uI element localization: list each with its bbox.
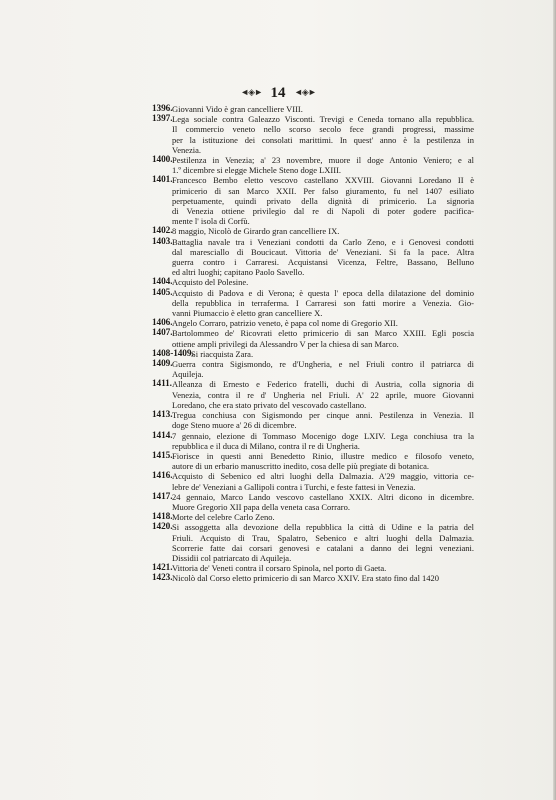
- chronology-entry: [152, 226, 474, 236]
- chronology-entry: [152, 155, 474, 175]
- chronology-entry: [152, 114, 474, 155]
- entry-year: 1401.: [152, 175, 173, 186]
- chronology-list: [152, 104, 474, 584]
- entry-text-line: 24 gennaio, Marco Lando vescovo castellano XXIX. Altri dicono in dicembre.: [172, 491, 474, 502]
- entry-text-line: Alleanza di Ernesto e Federico fratelli, duchi di Austria, colla signoria di: [172, 379, 474, 390]
- entry-text-line: 1.º dicembre si elegge Michele Steno doge LXIII.: [172, 165, 342, 176]
- entry-text-line: mente l' isola di Corfù.: [172, 216, 250, 227]
- entry-text-line: Loredano, che era stato privato del vescovado castellano.: [172, 399, 367, 410]
- chronology-entry: [152, 237, 474, 278]
- entry-text-line: Bartolommeo de' Ricovrati eletto primicerio di san Marco XXIII. Egli poscia: [172, 328, 474, 339]
- chronology-entry: [152, 288, 474, 319]
- page-number: 14: [270, 85, 286, 101]
- entry-text-line: primicerio di san Marco XXII. Per falso giuramento, fu nel 1407 esiliato: [172, 185, 474, 196]
- entry-text-line: della repubblica in terraferma. I Carraresi son fatti morire a Venezia. Gio-: [172, 297, 474, 308]
- chronology-entry: [152, 573, 474, 583]
- entry-year: 1413.: [152, 410, 173, 421]
- entry-text-line: dal maresciallo di Boucicaut. Vittoria de' Veneziani. Si fa la pace. Altra: [172, 246, 474, 257]
- chronology-entry: [152, 104, 474, 114]
- entry-text-line: guerra contro i Carraresi. Acquistansi Vicenza, Feltre, Bassano, Belluno: [172, 257, 474, 268]
- entry-year: 1396.: [152, 104, 173, 114]
- chronology-entry: [152, 359, 474, 379]
- entry-year: 1416.: [152, 471, 173, 482]
- chronology-entry: [152, 277, 474, 287]
- entry-text-line: Si riacquista Zara.: [191, 348, 254, 359]
- chronology-entry: [152, 379, 474, 410]
- entry-year: 1418.: [152, 512, 173, 523]
- chronology-entry: [152, 522, 474, 563]
- entry-text-line: Friuli. Acquisto di Trau, Spalatro, Sebenico e altri luoghi della Dalmazia.: [172, 532, 474, 543]
- entry-year: 1420.: [152, 522, 173, 533]
- entry-text-line: Vittoria de' Veneti contra il corsaro Spinola, nel porto di Gaeta.: [172, 563, 387, 574]
- chronology-entry: [152, 492, 474, 512]
- entry-text-line: Il commercio veneto nello scorso secolo fece grandi progressi, massime: [172, 124, 474, 135]
- entry-year: 1415.: [152, 450, 173, 461]
- chronology-entry: [152, 431, 474, 451]
- entry-text-line: Venezia, contra il re d' Ungheria nel Friuli. A' 22 aprile, muore Giovanni: [172, 389, 474, 400]
- entry-year: 1423.: [152, 573, 173, 584]
- entry-text-line: Aquileja.: [172, 369, 204, 380]
- entry-year: 1421.: [152, 563, 173, 574]
- entry-year: 1406.: [152, 318, 173, 329]
- entry-text-line: Battaglia navale tra i Veneziani condotti da Carlo Zeno, e i Genovesi condotti: [172, 236, 474, 247]
- entry-year: 1400.: [152, 155, 173, 166]
- chronology-entry: [152, 451, 474, 471]
- chronology-entry: [152, 349, 474, 359]
- entry-text-line: Scorrerie fatte dai corsari genovesi e catalani a danno dei legni veneziani.: [172, 542, 474, 553]
- entry-text-line: Fiorisce in questi anni Benedetto Rinio, illustre medico e filosofo veneto,: [172, 450, 474, 461]
- entry-text-line: Angelo Corraro, patrizio veneto, è papa col nome di Gregorio XII.: [172, 318, 398, 329]
- chronology-entry: [152, 471, 474, 491]
- entry-text-line: Pestilenza in Venezia; a' 23 novembre, muore il doge Antonio Veniero; e al: [172, 155, 474, 166]
- chronology-entry: [152, 328, 474, 348]
- entry-text-line: Dissidii col patriarcato di Aquileja.: [172, 552, 292, 563]
- entry-text-line: doge Steno muore a' 26 di dicembre.: [172, 420, 297, 431]
- chronology-entry: [152, 318, 474, 328]
- entry-text-line: Nicolò dal Corso eletto primicerio di san Marco XXIV. Era stato fino dal 1420: [172, 573, 440, 584]
- page-header: [0, 84, 556, 100]
- entry-year: 1397.: [152, 114, 173, 125]
- entry-text-line: Giovanni Vido è gran cancelliere VIII.: [172, 104, 303, 114]
- ornament-right-icon: ◄◈►: [294, 87, 316, 97]
- entry-year: 1409.: [152, 359, 173, 370]
- entry-text-line: 7 gennaio, elezione di Tommaso Mocenigo doge LXIV. Lega conchiusa tra la: [172, 430, 474, 441]
- entry-text-line: Venezia.: [172, 144, 202, 155]
- entry-text-line: 8 maggio, Nicolò de Girardo gran cancelliere IX.: [172, 226, 340, 237]
- entry-text-line: ed altri luoghi; capitano Paolo Savello.: [172, 267, 305, 278]
- entry-text-line: Acquisto del Polesine.: [172, 277, 249, 288]
- entry-text-line: perpetuamente, quindi privato della dignità di primicerio. La signoria: [172, 195, 474, 206]
- entry-year: 1405.: [152, 287, 173, 298]
- entry-text-line: di Venezia ottiene privilegio dal re di Napoli di poter godere pacifica-: [172, 206, 474, 217]
- entry-text-line: autore di un erbario manuscritto inedito, cosa delle più pregiate di botanica.: [172, 461, 430, 472]
- entry-text-line: lebre de' Veneziani a Gallipoli contra i Turchi, e feste fattesi in Venezia.: [172, 481, 416, 492]
- chronology-entry: [152, 563, 474, 573]
- chronology-entry: [152, 512, 474, 522]
- entry-year: 1404.: [152, 277, 173, 288]
- chronology-entry: [152, 410, 474, 430]
- ornament-left-icon: ◄◈►: [240, 87, 262, 97]
- entry-text-line: repubblica e il duca di Milano, contra il re di Ungheria.: [172, 440, 360, 451]
- entry-year: 1411.: [152, 379, 172, 390]
- entry-year: 1402.: [152, 226, 173, 237]
- entry-text-line: Acquisto di Sebenico ed altri luoghi della Dalmazia. A'29 maggio, vittoria ce-: [172, 471, 474, 482]
- entry-text-line: Guerra contra Sigismondo, re d'Ungheria, e nel Friuli contro il patriarca di: [172, 359, 474, 370]
- entry-text-line: Lega sociale contra Galeazzo Visconti. Trevigi e Ceneda tornano alla repubblica.: [172, 114, 474, 125]
- entry-text-line: Acquisto di Padova e di Verona; è questa l' epoca della dilatazione del dominio: [172, 287, 474, 298]
- entry-text-line: Tregua conchiusa con Sigismondo per cinque anni. Pestilenza in Venezia. Il: [172, 410, 474, 421]
- entry-text-line: per la istituzione dei consolati marittimi. In quest' anno è la pestilenza in: [172, 134, 474, 145]
- entry-text-line: Si assoggetta alla devozione della repubblica la città di Udine e la patria del: [172, 522, 474, 533]
- entry-year: 1417.: [152, 491, 173, 502]
- chronology-entry: [152, 175, 474, 226]
- entry-year: 1408-1409.: [152, 348, 194, 359]
- entry-text-line: vanni Piumaccio è eletto gran cancelliere X.: [172, 308, 323, 319]
- entry-text-line: Morte del celebre Carlo Zeno.: [172, 512, 275, 523]
- entry-year: 1407.: [152, 328, 173, 339]
- entry-text-line: Francesco Bembo eletto vescovo castellano XXVIII. Giovanni Loredano II è: [172, 175, 474, 186]
- entry-text-line: ottiene ampli privilegi da Alessandro V per la chiesa di san Marco.: [172, 338, 399, 349]
- entry-text-line: Muore Gregorio XII papa della veneta casa Corraro.: [172, 501, 350, 512]
- entry-year: 1414.: [152, 430, 173, 441]
- entry-year: 1403.: [152, 236, 173, 247]
